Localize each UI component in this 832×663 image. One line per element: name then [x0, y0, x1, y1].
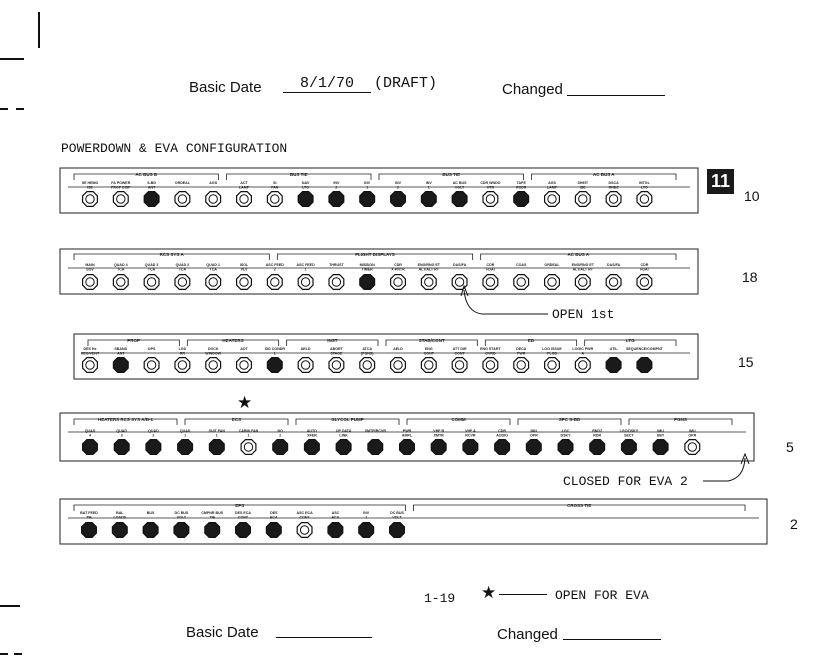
breaker-label: QUAD 4 — [114, 263, 128, 267]
circuit-breaker — [391, 358, 406, 373]
breaker-label: ISE — [579, 185, 586, 190]
circuit-breaker — [82, 523, 97, 538]
legend-text: OPEN FOR EVA — [555, 588, 649, 603]
breaker-label: STAGE — [330, 351, 343, 356]
circuit-breaker — [83, 192, 98, 207]
breaker-label: DAS/FA — [607, 263, 621, 267]
breaker-label: ASC ECA — [296, 511, 313, 515]
breaker-label: LOADS — [113, 515, 127, 520]
circuit-breaker — [452, 358, 467, 373]
circuit-breaker — [113, 192, 128, 207]
basic-date-value: 8/1/70 — [283, 75, 371, 93]
breaker-label: SEQUENCE/COMPNT — [626, 347, 663, 351]
breaker-label: XMTR — [433, 433, 444, 438]
breaker-label: THRUST — [329, 263, 344, 267]
circuit-breaker — [83, 275, 98, 290]
breaker-label: SHEIT — [577, 181, 589, 185]
breaker-label: TCA — [117, 267, 125, 272]
breaker-label: CDR — [640, 263, 649, 267]
breaker-label: LAMP — [546, 185, 558, 190]
circuit-breaker — [144, 192, 159, 207]
breaker-label: COAS — [516, 263, 527, 267]
breaker-label: ASC FEED — [265, 263, 284, 267]
circuit-breaker — [329, 192, 344, 207]
breaker-label: PWR — [402, 429, 412, 433]
circuit-breaker — [685, 440, 700, 455]
breaker-label: VOLT — [392, 515, 402, 520]
breaker-label: UP DATA — [335, 429, 352, 433]
breaker-label: 2 — [335, 185, 338, 190]
group-label: HEATERS — [222, 338, 244, 343]
breaker-label: LINK — [339, 433, 348, 438]
breaker-label: 2 — [279, 433, 282, 438]
breaker-label: PWR — [517, 351, 526, 356]
breaker-label: MISSION — [359, 263, 375, 267]
group-label: PROP — [127, 338, 141, 343]
breaker-label: ISOL — [239, 263, 249, 267]
breaker-label: AGS — [209, 181, 218, 185]
breaker-label: 4 — [89, 433, 91, 438]
circuit-breaker — [298, 358, 313, 373]
row-number: 5 — [786, 439, 794, 455]
group-label: BUS TIE — [289, 172, 308, 177]
breaker-label: 2 — [397, 185, 399, 190]
circuit-breaker — [545, 192, 560, 207]
breaker-label: VHF A — [465, 429, 476, 433]
circuit-breaker — [112, 523, 127, 538]
circuit-breaker — [143, 523, 158, 538]
breaker-label: SUIT FAN — [208, 429, 225, 433]
circuit-breaker — [483, 192, 498, 207]
circuit-breaker — [83, 358, 98, 373]
breaker-label: CDR — [486, 263, 495, 267]
circuit-breaker — [113, 275, 128, 290]
callout-open-first: OPEN 1st — [552, 307, 615, 322]
breaker-label: QUAD — [179, 429, 191, 433]
circuit-breaker — [114, 440, 129, 455]
breaker-label: 1 — [427, 185, 430, 190]
breaker-label: PROP DISP — [111, 185, 131, 190]
section-title: POWERDOWN & EVA CONFIGURATION — [61, 141, 288, 156]
breaker-label: AUTO — [306, 429, 317, 433]
breaker-label: ASC — [331, 511, 340, 515]
breaker-label: CONT — [237, 515, 249, 520]
breaker-label: RCVR — [465, 433, 476, 438]
circuit-breaker — [526, 440, 541, 455]
group-label: EPS — [235, 503, 245, 508]
circuit-breaker — [558, 440, 573, 455]
breaker-label: INV — [333, 181, 340, 185]
breaker-label: INV — [395, 181, 401, 185]
breaker-label: TCA — [147, 267, 156, 272]
circuit-breaker — [390, 523, 405, 538]
row-number: 15 — [738, 354, 754, 370]
breaker-label: IMU — [530, 429, 538, 433]
breaker-label: PLGD — [547, 351, 557, 356]
breaker-label: FAN — [271, 185, 279, 190]
breaker-label: ENG/RNG ET — [571, 263, 594, 267]
breaker-label: AC BUS — [452, 181, 467, 185]
changed-label: Changed — [502, 81, 563, 98]
breaker-label: 2 — [152, 433, 155, 438]
circuit-breaker — [606, 192, 621, 207]
breaker-label: 1 — [247, 433, 250, 438]
circuit-breaker — [236, 523, 251, 538]
circuit-breaker — [267, 358, 282, 373]
circuit-breaker — [637, 358, 652, 373]
breaker-label: RR — [179, 351, 186, 356]
breaker-label: A — [581, 351, 585, 356]
breaker-label: ISE — [87, 185, 93, 190]
breaker-label: AELD — [300, 347, 311, 351]
circuit-breaker — [391, 192, 406, 207]
breaker-label: DES — [270, 511, 278, 515]
breaker-label: CONT — [454, 351, 465, 356]
circuit-breaker — [421, 192, 436, 207]
legend-line — [499, 594, 547, 595]
circuit-breaker — [391, 275, 406, 290]
breaker-label: CDR — [498, 429, 506, 433]
breaker-label: VOLT — [176, 515, 187, 520]
breaker-label: ALT/ALT RT — [418, 267, 439, 272]
breaker-label: UTIL — [609, 347, 618, 351]
breaker-label: ATCA — [362, 347, 373, 351]
breaker-label: BUS — [146, 511, 155, 515]
breaker-label: ACT — [240, 181, 248, 185]
group-label: RCS SYS A — [159, 252, 184, 257]
breaker-label: MAIN — [85, 263, 95, 267]
breaker-label: QUAD 3 — [144, 263, 159, 267]
breaker-label: QUAD — [148, 429, 159, 433]
breaker-label: TIMER — [361, 267, 373, 272]
group-label: LTG — [625, 338, 635, 343]
breaker-label: 3 — [120, 433, 123, 438]
breaker-label: INTGL — [639, 181, 650, 185]
breaker-label: QUAD 1 — [206, 263, 220, 267]
group-label: CROSS TIE — [567, 503, 592, 508]
circuit-breaker — [590, 440, 605, 455]
breaker-label: 1 — [365, 515, 368, 520]
breaker-label: LOGIC PWR — [572, 347, 594, 351]
breaker-label: TIE — [86, 515, 92, 520]
panel-badge-number: 11 — [710, 171, 731, 191]
breaker-label: INV — [425, 181, 432, 185]
breaker-label: CDR WNDO — [480, 181, 501, 185]
breaker-label: ALT/ALT RT — [572, 267, 593, 272]
breaker-label: SE HEMO — [81, 181, 99, 185]
breaker-label: NO — [277, 429, 283, 433]
breaker-label: RDR — [593, 433, 602, 438]
group-label: FLIGHT DISPLAYS — [355, 252, 395, 257]
circuit-breaker — [463, 440, 478, 455]
page-number: 1-19 — [424, 591, 456, 606]
breaker-label: FDAI — [486, 267, 495, 272]
circuit-breaker — [606, 275, 621, 290]
circuit-breaker — [205, 523, 220, 538]
breaker-label: SECT — [624, 433, 634, 438]
breaker-label: ANT — [147, 185, 156, 190]
circuit-breaker — [637, 192, 652, 207]
breaker-label: BAL — [116, 511, 124, 515]
footer-basic-date-label: Basic Date — [186, 624, 259, 641]
breaker-label: SI — [273, 181, 277, 185]
group-label: AC BUS A — [592, 172, 615, 177]
circuit-breaker — [328, 523, 343, 538]
breaker-label: CDR — [394, 263, 402, 267]
breaker-label: DC BUS — [174, 511, 189, 515]
circuit-breaker — [175, 275, 190, 290]
breaker-label: 1 — [366, 185, 369, 190]
breaker-label: INV — [364, 181, 371, 185]
breaker-label: LAMP — [238, 185, 250, 190]
circuit-breaker — [298, 275, 313, 290]
circuit-breaker — [637, 275, 652, 290]
row-number: 2 — [790, 516, 798, 532]
breaker-label: LGC/DSKY — [619, 429, 639, 433]
circuit-breaker — [336, 440, 351, 455]
breaker-label: DES ECA — [235, 511, 251, 515]
breaker-label: ORDEAL — [174, 181, 190, 185]
circuit-breaker — [297, 523, 312, 538]
breaker-label: LGD — [178, 347, 187, 351]
breaker-label: DECA — [516, 347, 527, 351]
breaker-label: TIE — [209, 515, 215, 520]
circuit-breaker — [431, 440, 446, 455]
circuit-breaker — [653, 440, 668, 455]
circuit-breaker — [144, 275, 159, 290]
breaker-label: DOCK — [207, 347, 219, 351]
breaker-label: VHF B — [433, 429, 445, 433]
breaker-label: OPR — [688, 433, 697, 438]
circuit-breaker — [175, 192, 190, 207]
circuit-breaker — [359, 523, 374, 538]
footer-basic-date-blank — [276, 637, 372, 638]
circuit-breaker — [368, 440, 383, 455]
group-label: ED — [527, 338, 535, 343]
breaker-label: XFER — [307, 433, 317, 438]
circuit-breaker — [175, 358, 190, 373]
group-label: INST — [327, 338, 338, 343]
breaker-label: AGS — [548, 181, 556, 185]
breaker-label: ORDEAL — [544, 263, 560, 267]
breaker-label: DSKY — [560, 433, 571, 438]
breaker-label: LOG ISSUE — [542, 347, 562, 351]
breaker-label: BAT FEED — [80, 511, 98, 515]
circuit-breaker — [329, 358, 344, 373]
circuit-breaker — [483, 358, 498, 373]
breaker-label: IMU — [657, 429, 664, 433]
breaker-label: TCA — [209, 267, 217, 272]
circuit-breaker — [360, 275, 375, 290]
circuit-breaker — [452, 192, 467, 207]
breaker-label: DC BUS — [390, 511, 404, 515]
circuit-breaker — [575, 358, 590, 373]
circuit-breaker — [575, 192, 590, 207]
circuit-breaker — [144, 358, 159, 373]
group-label: AC BUS A — [567, 252, 590, 257]
breaker-label: QUAD — [84, 429, 96, 433]
breaker-label: WINDOW — [205, 351, 222, 356]
circuit-breaker — [267, 192, 282, 207]
breaker-label: 1 — [273, 351, 276, 356]
breaker-label: SBAND — [114, 347, 128, 351]
circuit-breaker — [273, 440, 288, 455]
breaker-label: IMU — [689, 429, 696, 433]
breaker-label: DSCA — [608, 181, 619, 185]
breaker-label: FA POWER — [111, 181, 131, 185]
breaker-label: ENG/RNG ET — [417, 263, 440, 267]
breaker-label: INV — [363, 511, 370, 515]
breaker-label: RNDZ — [592, 429, 603, 433]
breaker-label: OPS — [147, 347, 156, 351]
circuit-breaker — [206, 358, 221, 373]
circuit-breaker — [421, 275, 436, 290]
circuit-breaker — [514, 275, 529, 290]
breaker-label: TAPE — [516, 181, 526, 185]
breaker-label: X-PNTR — [391, 267, 405, 272]
breaker-label: HTR — [486, 185, 495, 190]
group-label: BUS TIE — [442, 172, 461, 177]
circuit-breaker — [241, 440, 256, 455]
circuit-breaker — [113, 358, 128, 373]
breaker-label: 1 — [184, 433, 187, 438]
breaker-label: DAS/FA — [453, 263, 467, 267]
breaker-label: VOLT — [454, 185, 465, 190]
breaker-label: REG/VENT — [80, 351, 100, 356]
breaker-label: ECA — [331, 515, 340, 520]
legend-star-icon: ★ — [481, 583, 497, 602]
circuit-breaker — [206, 192, 221, 207]
group-label: COMM — [451, 417, 466, 422]
breaker-label: ENG — [424, 347, 433, 351]
breaker-label: AOT — [240, 347, 248, 351]
circuit-breaker — [622, 440, 637, 455]
circuit-breaker — [237, 192, 252, 207]
draft-label: (DRAFT) — [374, 75, 438, 92]
circuit-breaker — [206, 275, 221, 290]
breaker-label: ASC FEED — [296, 263, 315, 267]
circuit-breaker — [266, 523, 281, 538]
row-number: 10 — [744, 188, 760, 204]
circuit-breaker — [305, 440, 320, 455]
breaker-label: NAV — [301, 181, 310, 185]
group-label: GLYCOL PUMP — [331, 417, 364, 422]
breaker-label: (PGNS) — [360, 351, 374, 356]
breaker-label: AUDIO — [496, 433, 508, 438]
breaker-label: ATT DIR — [452, 347, 467, 351]
breaker-label: OPR — [529, 433, 538, 438]
star-icon: ★ — [237, 393, 253, 412]
breaker-label: AMPL — [401, 433, 413, 438]
circuit-breaker — [483, 275, 498, 290]
group-label: AC BUS B — [135, 172, 158, 177]
breaker-label: OVRD — [485, 351, 496, 356]
circuit-breaker — [83, 440, 98, 455]
circuit-breaker — [495, 440, 510, 455]
breaker-label: SOV — [86, 267, 94, 272]
breaker-label: RNDZ — [608, 185, 619, 190]
breaker-label: DES He — [83, 347, 97, 351]
breaker-label: ECA — [270, 515, 278, 520]
circuit-breaker — [575, 275, 590, 290]
circuit-breaker — [178, 440, 193, 455]
group-label: STAB/CONT — [418, 338, 445, 343]
group-label: SPC S-BD — [558, 417, 581, 422]
breaker-label: 2 — [273, 267, 276, 272]
callout-closed-eva2: CLOSED FOR EVA 2 — [563, 474, 688, 489]
breaker-label: TCA — [178, 267, 187, 272]
breaker-label: LTG — [640, 185, 648, 190]
breaker-label: LTG — [302, 185, 310, 190]
breaker-label: ANT — [117, 351, 125, 356]
breaker-label: QUAD — [116, 429, 127, 433]
breaker-label: S-BD — [147, 181, 156, 185]
circuit-breaker — [237, 358, 252, 373]
basic-date-label: Basic Date — [189, 79, 262, 96]
circuit-breaker — [360, 192, 375, 207]
circuit-breaker — [298, 192, 313, 207]
circuit-breaker — [267, 275, 282, 290]
breaker-label: CONT — [299, 515, 310, 520]
breaker-label: ENG START — [480, 347, 501, 351]
group-label: ECS — [231, 417, 242, 422]
breaker-label: 1 — [304, 267, 307, 272]
circuit-breaker — [400, 440, 415, 455]
circuit-breaker — [209, 440, 224, 455]
circuit-breaker — [545, 275, 560, 290]
breaker-label: XMTR/RCVR — [364, 429, 386, 433]
breaker-label: VLV — [240, 267, 248, 272]
breaker-label: SBY — [656, 433, 665, 438]
breaker-label: LGC — [561, 429, 570, 433]
circuit-breaker — [606, 358, 621, 373]
breaker-label: ABORT — [330, 347, 343, 351]
breaker-label: CMPNR BUS — [201, 511, 224, 515]
circuit-breaker — [360, 358, 375, 373]
circuit-breaker — [329, 275, 344, 290]
footer-changed-blank — [563, 639, 661, 640]
breaker-label: CABIN FAN — [238, 429, 259, 433]
breaker-label: QUAD 2 — [175, 263, 190, 267]
breaker-label: RCDR — [516, 185, 527, 190]
row-number: 18 — [742, 269, 758, 285]
footer-changed-label: Changed — [497, 626, 558, 643]
circuit-breaker — [174, 523, 189, 538]
circuit-breaker — [545, 358, 560, 373]
breaker-label: FDAI — [640, 267, 649, 272]
breaker-label: 1 — [215, 433, 218, 438]
group-label: PGNS — [674, 417, 687, 422]
circuit-breaker — [514, 192, 529, 207]
circuit-breaker — [421, 358, 436, 373]
breaker-label: AELD — [393, 347, 403, 351]
breaker-label: SIG CONDR — [264, 347, 285, 351]
circuit-breaker — [514, 358, 529, 373]
circuit-breaker — [146, 440, 161, 455]
breaker-label: CONT — [423, 351, 434, 356]
circuit-breaker — [237, 275, 252, 290]
group-label: HEATERS RCS SYS A/B-1 — [97, 417, 154, 422]
